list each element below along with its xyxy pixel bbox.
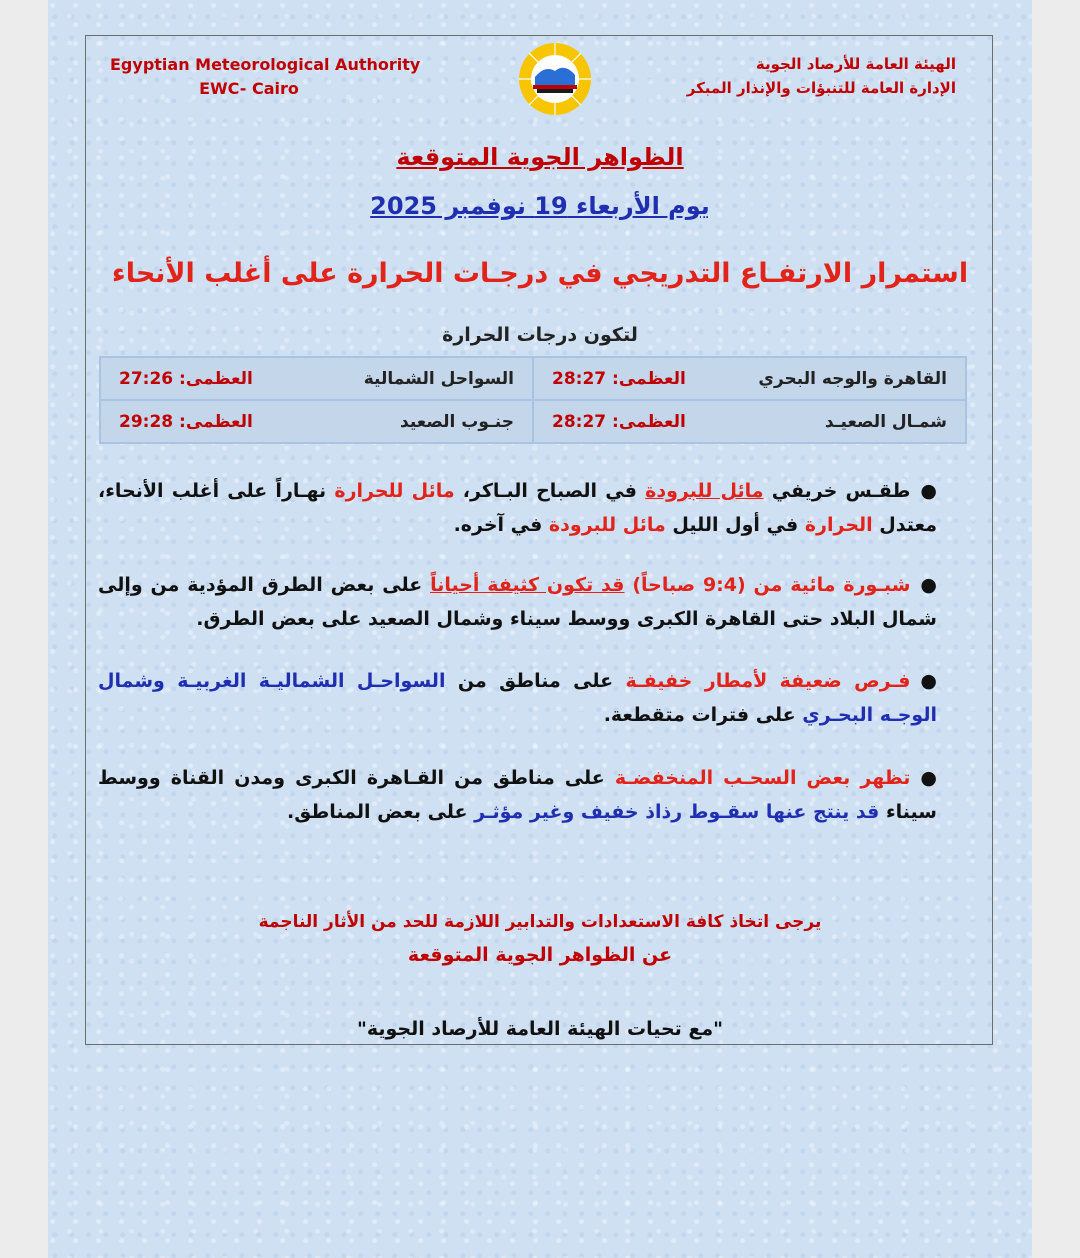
forecast-bullet-1: ●طقـس خريفي مائل للبرودة في الصباح البـاكر، مائل للحرارة نهـاراً على أغلب الأنحاء، معتدل الحرارة في أول الليل مائل للبرودة في آخره.	[98, 474, 937, 542]
bullet-icon: ●	[920, 574, 937, 596]
temp-cell	[533, 400, 966, 443]
max-label: العظمى:	[612, 368, 686, 389]
bulletin-title: الظواهر الجوية المتوقعة	[396, 143, 684, 171]
table-row	[100, 400, 966, 443]
region-name: القاهرة والوجه البحري	[758, 368, 947, 389]
forecast-bullet-2: ●شبـورة مائية من (9:4 صباحاً) قد تكون كثيفة أحياناً على بعض الطرق المؤدية من وإلى شمال البلاد حتى القاهرة الكبرى ووسط سيناء وشمال الصعيد على بعض الطرق.	[98, 568, 937, 636]
advisory-line-2: عن الظواهر الجوية المتوقعة	[407, 944, 673, 966]
closing-greeting: "مع تحيات الهيئة العامة للأرصاد الجوية"	[356, 1018, 724, 1040]
max-value: 27:26	[119, 368, 174, 389]
forecast-bullet-4: ●تظهر بعض السحـب المنخفضـة على مناطق من القـاهرة الكبرى ومدن القناة ووسط سيناء قد ينتج عنها سقـوط رذاذ خفيف وغير مؤثـر على بعض المناطق.	[98, 761, 937, 829]
region-name: السواحل الشمالية	[363, 368, 514, 389]
region-name: شمـال الصعيـد	[824, 411, 947, 432]
ema-logo-icon	[517, 41, 593, 117]
region-name: جنـوب الصعيد	[400, 411, 514, 432]
temp-cell	[100, 400, 533, 443]
table-row	[100, 357, 966, 400]
max-label: العظمى:	[612, 411, 686, 432]
advisory-line-1: يرجى اتخاذ كافة الاستعدادات والتدابير اللازمة للحد من الأثار الناجمة	[258, 912, 822, 932]
authority-subtitle-en: EWC- Cairo	[199, 79, 299, 98]
authority-name-ar: الهيئة العامة للأرصاد الجوية	[755, 55, 956, 73]
forecast-bullet-3: ●فـرص ضعيفة لأمطار خفيفـة على مناطق من السواحـل الشماليـة الغربيـة وشمال الوجـه البحـري على فترات متقطعة.	[98, 664, 937, 732]
authority-dept-ar: الإدارة العامة للتنبؤات والإنذار المبكر	[686, 79, 956, 97]
bullet-icon: ●	[920, 670, 937, 692]
bullet-icon: ●	[920, 767, 937, 789]
authority-name-en: Egyptian Meteorological Authority	[110, 55, 421, 74]
bullet-icon: ●	[920, 480, 937, 502]
max-label: العظمى:	[179, 411, 253, 432]
max-value: 28:27	[552, 411, 607, 432]
bulletin-headline: استمرار الارتفـاع التدريجي في درجـات الحرارة على أغلب الأنحاء	[111, 258, 969, 289]
temp-cell	[100, 357, 533, 400]
max-value: 28:27	[552, 368, 607, 389]
max-label: العظمى:	[179, 368, 253, 389]
temps-label: لتكون درجات الحرارة	[442, 324, 638, 346]
temperature-table	[99, 356, 967, 444]
bulletin-date: يوم الأربعاء 19 نوفمبر 2025	[370, 192, 710, 220]
max-value: 29:28	[119, 411, 174, 432]
temp-cell	[533, 357, 966, 400]
